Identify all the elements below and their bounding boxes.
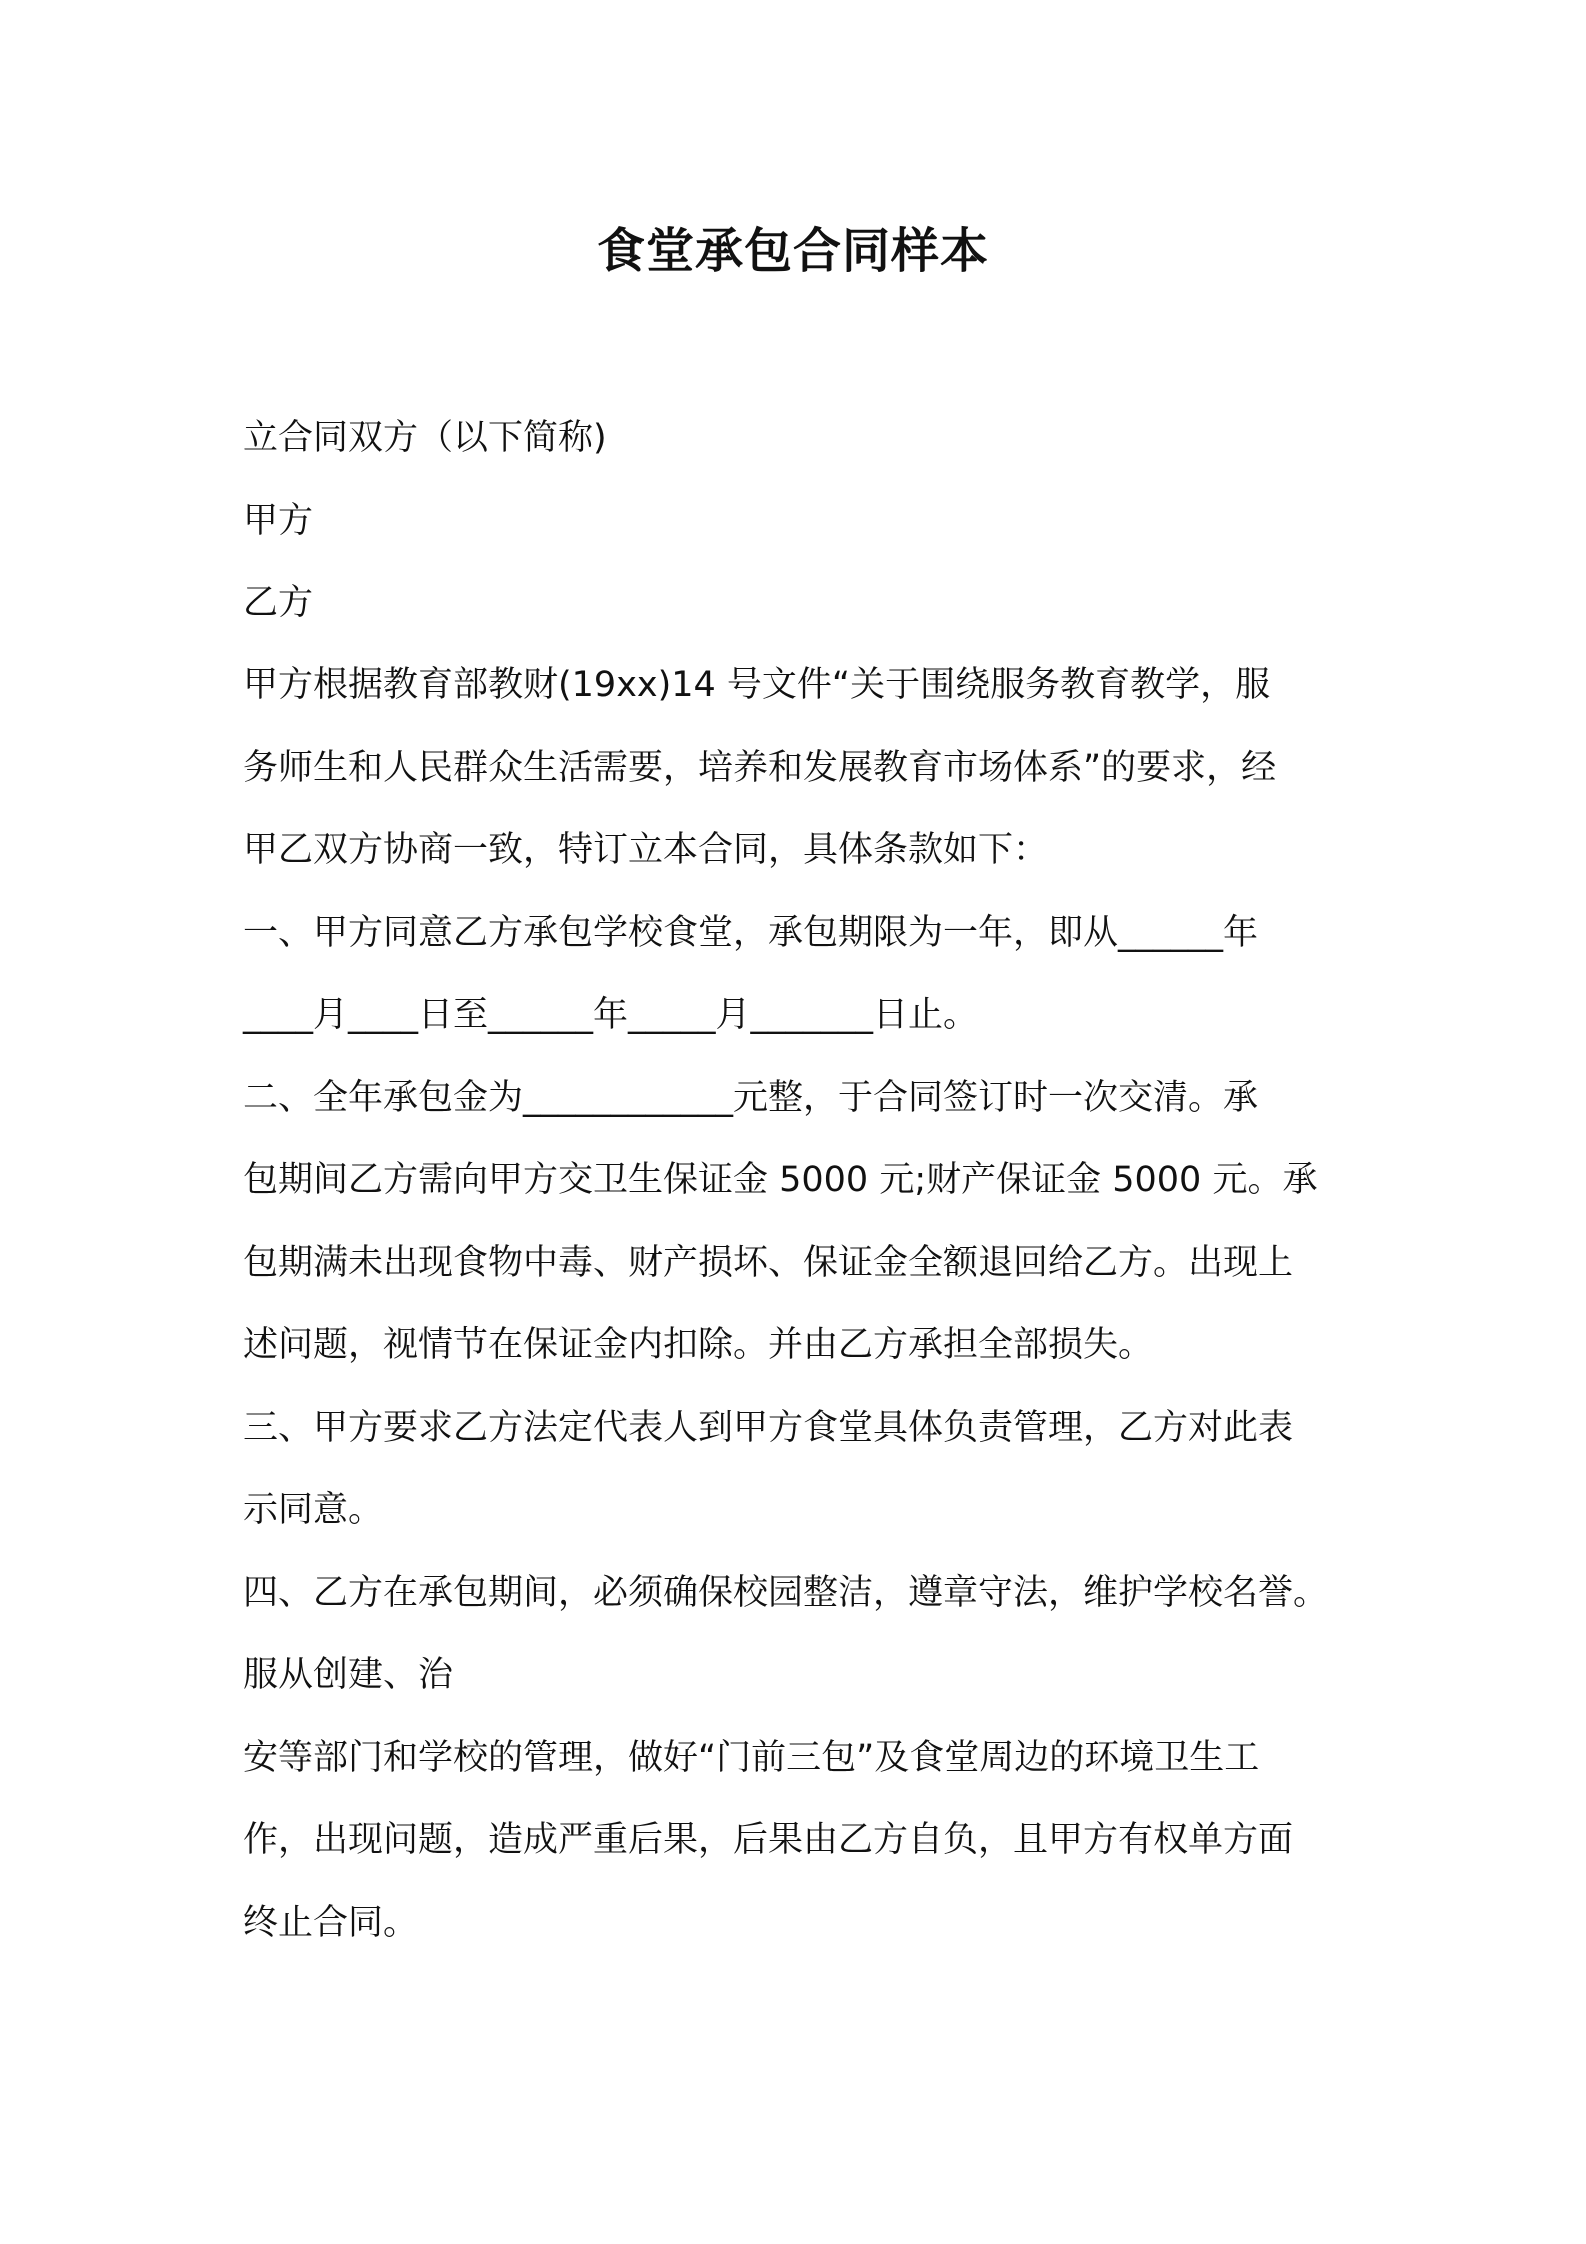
clause-1-line: ____月____日至______年_____月_______日止。 (243, 995, 979, 1035)
clause-4-line: 作，出现问题，造成严重后果，后果由乙方自负，且甲方有权单方面 (243, 1820, 1294, 1860)
party-a-label: 甲方 (243, 500, 314, 541)
clause-4-line: 服从创建、治 (243, 1655, 454, 1695)
body-line: 甲乙双方协商一致，特订立本合同，具体条款如下： (243, 830, 1049, 870)
parties-intro: 立合同双方（以下简称) (243, 418, 607, 458)
clause-1-line: 一、甲方同意乙方承包学校食堂，承包期限为一年，即从______年 (243, 912, 1259, 953)
clause-2-line: 包期满未出现食物中毒、财产损坏、保证金全额退回给乙方。出现上 (243, 1242, 1294, 1283)
clause-2-line: 述问题，视情节在保证金内扣除。并由乙方承担全部损失。 (243, 1325, 1154, 1365)
clause-2-line: 包期间乙方需向甲方交卫生保证金 5000 元;财产保证金 5000 元。承 (243, 1160, 1318, 1200)
body-line: 甲方根据教育部教财(19xx)14 号文件“关于围绕服务教育教学，服 (243, 665, 1271, 705)
document-title: 食堂承包合同样本 (596, 223, 989, 279)
contract-parties (243, 397, 1361, 645)
body-line: 务师生和人民群众生活需要，培养和发展教育市场体系”的要求，经 (243, 747, 1277, 788)
party-b-label: 乙方 (243, 583, 314, 623)
clause-4-line: 安等部门和学校的管理，做好“门前三包”及食堂周边的环境卫生工 (243, 1737, 1260, 1778)
clause-4-line: 终止合同。 (243, 1902, 419, 1943)
clause-4-line: 四、乙方在承包期间，必须确保校园整洁，遵章守法，维护学校名誉。 (243, 1572, 1329, 1613)
clause-3-line: 三、甲方要求乙方法定代表人到甲方食堂具体负责管理，乙方对此表 (243, 1407, 1294, 1448)
clause-3-line: 示同意。 (243, 1490, 384, 1530)
contract-body (243, 644, 1361, 1964)
clause-2-line: 二、全年承包金为____________元整，于合同签订时一次交清。承 (243, 1077, 1259, 1118)
